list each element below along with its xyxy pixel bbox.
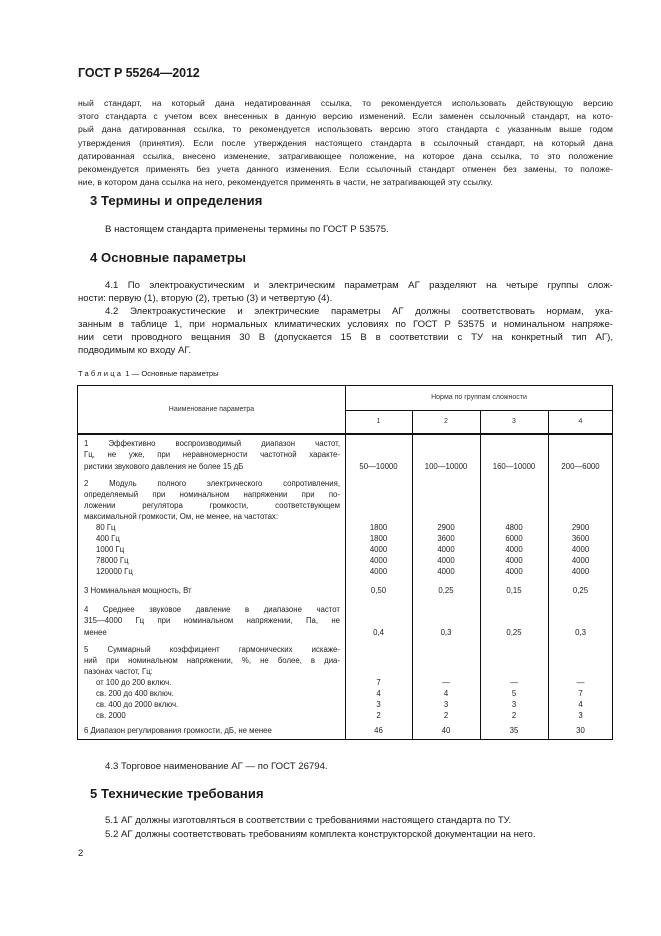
subrow-label: св. 200 до 400 включ.: [96, 689, 174, 698]
text-line: 4.2 Электроакустические и электрические параметры АГ должны соответствовать нормам, ука-: [105, 306, 613, 317]
row-1-value-2: 100—10000: [424, 462, 468, 471]
row-6-value-2: 40: [441, 726, 451, 735]
subrow-label: 78000 Гц: [96, 556, 129, 565]
row-6-value-4: 30: [576, 726, 585, 735]
value: 2900: [571, 523, 590, 532]
table-caption-prefix: Таблица: [78, 369, 124, 378]
text-line: ный стандарт, на который дана недатированная ссылка, то рекомендуется использовать действующую версию: [78, 98, 613, 108]
text-line: 4.1 По электроакустическим и электрическим параметрам АГ разделяют на четыре группы слож-: [105, 280, 613, 291]
text-line: 4 Среднее звуковое давление в диапазоне частот: [84, 605, 340, 614]
value: 4: [443, 689, 449, 698]
row-4-param: [84, 604, 340, 638]
row-1-value-4: 200—6000: [561, 462, 600, 471]
paragraph-5-2: 5.2 АГ должны соответствовать требованиям комплекта конструкторской документации на него.: [105, 829, 536, 840]
row-5-values-group-1: [345, 677, 412, 721]
header-group-1: 1: [376, 418, 381, 425]
paragraph-5-1: 5.1 АГ должны изготовляться в соответствии с требованиями настоящего стандарта по ТУ.: [105, 815, 512, 826]
value: 3: [376, 700, 381, 709]
text-line: ний при номинальном напряжении, %, не более, в диа-: [84, 656, 340, 665]
value: 7: [376, 678, 381, 687]
text-line: 5 Суммарный коэффициент гармонических искаже-: [84, 645, 340, 654]
header-param-name: Наименование параметра: [168, 406, 255, 413]
value: 3: [578, 711, 583, 720]
paragraph-4-1: [78, 279, 613, 305]
section-3-heading: 3 Термины и определения: [90, 193, 263, 208]
header-group-2: 2: [444, 418, 448, 425]
document-id-header: ГОСТ Р 55264—2012: [78, 66, 200, 80]
text-line: пазонах частот, Гц:: [84, 667, 153, 676]
text-line: этого стандарта с учетом всех внесенных в данную версию изменений. Если заменен ссылочный стандарт, на кото-: [78, 111, 613, 122]
row-5-values-group-4: [548, 677, 613, 721]
row-1-param: [84, 438, 340, 472]
text-line: ристики звукового давления не более 15 дБ: [84, 461, 244, 471]
text-line: Гц, не уже, при неравномерности частотной характе-: [84, 450, 340, 460]
value: 4000: [571, 567, 590, 576]
table-caption: [78, 369, 219, 378]
value: 1800: [369, 534, 388, 543]
value: 4000: [437, 567, 455, 576]
value: 2: [443, 711, 449, 720]
row-6-param: [84, 725, 340, 736]
text-line: 2 Модуль полного электрического сопротивления,: [84, 479, 340, 488]
text-line: ложении регулятора громкости, соответствующем: [84, 501, 340, 510]
text-line: рекомендуется применять без учета данного изменения. Если ссылочный стандарт отменен без замены, то положе-: [78, 164, 613, 175]
subrow-label: от 100 до 200 включ.: [96, 678, 172, 687]
value: 3600: [571, 534, 590, 543]
subrow-label: 1000 Гц: [96, 545, 125, 554]
text-line: утверждения (принятия). Если после утверждения настоящего стандарта в ссылочный стандарт, на который дана: [78, 137, 613, 148]
text-line: нии сети проводного вещания 30 В (допускается 15 В в соответствии с ТУ на конкретный тип АГ),: [78, 332, 613, 343]
text-line: определяемый при номинальном напряжении при по-: [84, 490, 340, 499]
value: —: [442, 678, 450, 687]
row-6-value-3: 35: [509, 726, 519, 735]
text-line: максимальной громкости, Ом, не менее, на частотах:: [84, 512, 279, 521]
value: 4000: [369, 545, 388, 554]
value: 4000: [571, 545, 590, 554]
row-3-param: [84, 585, 340, 596]
text-line: рый дана датированная ссылка, то рекомендуется использовать версию этого стандарта с указанным выше годом: [78, 124, 613, 135]
section-5-heading: 5 Технические требования: [90, 786, 264, 801]
row-2-values-group-2: [412, 522, 480, 577]
value: 4000: [369, 556, 388, 565]
value: 4000: [505, 567, 523, 576]
value: 4000: [505, 556, 523, 565]
text-line: 3 Номинальная мощность, Вт: [84, 586, 192, 595]
paragraph-4-3: 4.3 Торговое наименование АГ — по ГОСТ 26794.: [105, 761, 328, 772]
row-3-value-4: 0,25: [572, 586, 589, 595]
header-group-4: 4: [578, 418, 583, 425]
header-group-3: 3: [512, 418, 516, 425]
value: 1800: [369, 523, 388, 532]
row-2-values-group-1: [345, 522, 412, 577]
row-2-values-group-4: [548, 522, 613, 577]
row-6-value-1: 46: [374, 726, 383, 735]
value: 4000: [437, 556, 455, 565]
text-line: ние, в котором дана ссылка на него, рекомендуется применять в части, не затрагивающей эту ссылку.: [78, 177, 493, 188]
text-line: 6 Диапазон регулирования громкости, дБ, не менее: [84, 726, 272, 735]
row-3-value-3: 0,15: [506, 586, 522, 595]
value: 3: [443, 700, 449, 709]
page-number: 2: [78, 848, 84, 859]
value: 4000: [437, 545, 455, 554]
value: 2: [376, 711, 381, 720]
text-line: занным в таблице 1, при нормальных климатических условиях по ГОСТ Р 53575 и номинальном напряже-: [78, 319, 613, 330]
value: 4: [376, 689, 381, 698]
row-4-value-4: 0,3: [575, 628, 586, 637]
row-5-values-group-2: [412, 677, 480, 721]
value: 3600: [437, 534, 455, 543]
value: 2900: [437, 523, 455, 532]
value: 3: [511, 700, 517, 709]
table-caption-title: 1 — Основные параметры: [123, 369, 219, 378]
row-2-param: [84, 478, 340, 577]
value: 4: [578, 700, 583, 709]
row-4-value-3: 0,25: [506, 628, 522, 637]
row-3-value-1: 0,50: [370, 586, 387, 595]
value: 4800: [505, 523, 523, 532]
row-1-value-3: 160—10000: [492, 462, 536, 471]
value: 6000: [505, 534, 523, 543]
section-4-heading: 4 Основные параметры: [90, 250, 247, 265]
header-group-norm: Норма по группам сложности: [431, 394, 527, 401]
value: 4000: [571, 556, 590, 565]
value: 4000: [505, 545, 523, 554]
row-5-param: [84, 644, 340, 721]
value: 7: [578, 689, 583, 698]
row-1-value-1: 50—10000: [359, 462, 398, 471]
paragraph-4-2: [78, 305, 613, 357]
subrow-label: 400 Гц: [96, 534, 120, 543]
parameters-table: [77, 385, 613, 740]
header-bottom-rule: [78, 433, 612, 435]
subrow-label: св. 2000: [96, 711, 126, 720]
subrow-label: 120000 Гц: [96, 567, 133, 576]
text-line: датированная ссылка, внесено изменение, затрагивающее положение, на которое дана ссылка, то это положение: [78, 150, 613, 161]
text-line: 315—4000 Гц при номинальном напряжении, Па, не: [84, 616, 340, 626]
value: —: [510, 678, 518, 687]
text-line: 1 Эффективно воспроизводимый диапазон частот,: [84, 439, 340, 448]
row-3-value-2: 0,25: [438, 586, 454, 595]
value: 2: [511, 711, 517, 720]
subrow-label: св. 400 до 2000 включ.: [96, 700, 179, 709]
section-3-text: В настоящем стандарта применены термины по ГОСТ Р 53575.: [105, 224, 389, 235]
header-divider: [345, 410, 612, 411]
row-4-value-1: 0,4: [373, 628, 384, 637]
value: 4000: [369, 567, 388, 576]
row-2-values-group-3: [480, 522, 548, 577]
row-5-values-group-3: [480, 677, 548, 721]
text-line: ности: первую (1), вторую (2), третью (3) и четвертую (4).: [78, 293, 333, 304]
row-4-value-2: 0,3: [440, 628, 452, 637]
text-line: менее: [84, 627, 107, 637]
value: —: [576, 678, 585, 687]
value: 5: [511, 689, 517, 698]
intro-paragraph: [78, 97, 613, 189]
text-line: подводимым ко входу АГ.: [78, 345, 192, 356]
subrow-label: 80 Гц: [96, 523, 116, 532]
